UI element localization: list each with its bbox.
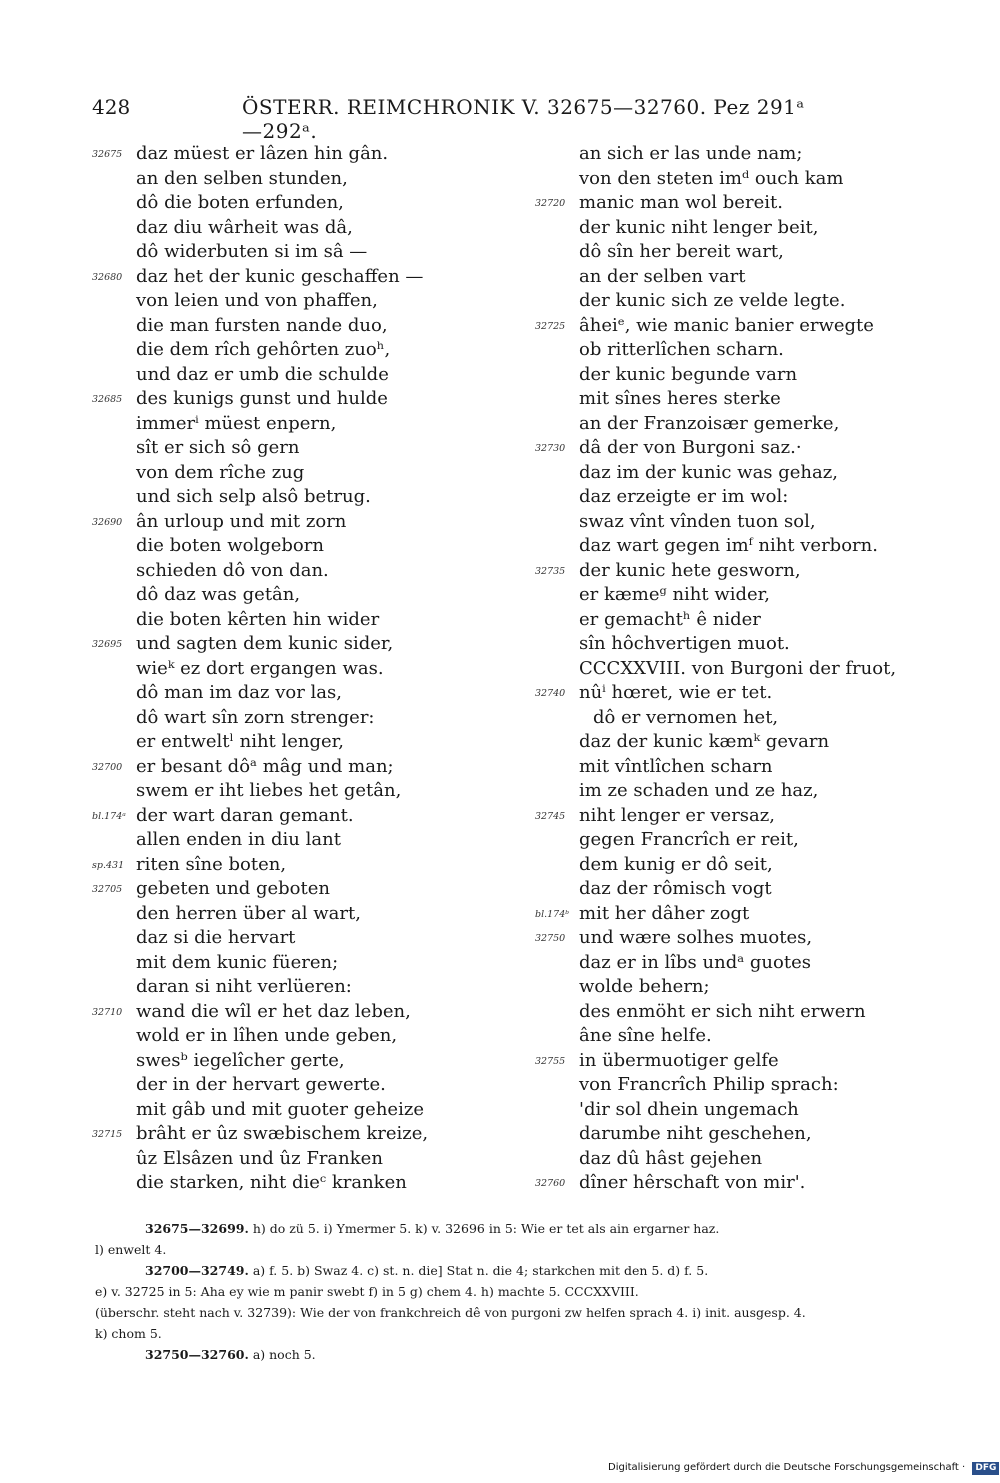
verse-line (535, 461, 955, 486)
verse-text: von Francrîch Philip sprach: (579, 1074, 839, 1095)
verse-line (92, 804, 512, 829)
verse-text: wolde behern; (579, 976, 710, 997)
verse-line (535, 142, 955, 167)
footnote-block (95, 1218, 960, 1260)
verse-line (92, 240, 512, 265)
verse-text: CCCXXVIII. von Burgoni der fruot, (579, 657, 897, 679)
verse-line (535, 951, 955, 976)
verse-text: von den steten imᵈ ouch kam (579, 167, 844, 189)
verse-text: die boten kêrten hin wider (136, 608, 380, 630)
verse-line (535, 583, 955, 608)
verse-line (92, 951, 512, 976)
verse-text: daz het der kunic geschaffen — (136, 265, 424, 287)
verse-line (92, 167, 512, 192)
footnote-range: 32750—32760. (145, 1347, 249, 1362)
verse-line (92, 387, 512, 412)
verse-line (535, 314, 955, 339)
verse-line (92, 1098, 512, 1123)
verse-line (535, 706, 955, 731)
verse-text: daz wart gegen imᶠ niht verborn. (579, 535, 878, 556)
verse-line (535, 975, 955, 1000)
verse-text: daz der kunic kæmᵏ gevarn (579, 731, 830, 752)
verse-line (92, 1000, 512, 1025)
verse-line (535, 1049, 955, 1074)
verse-text: des enmöht er sich niht erwern (579, 1000, 866, 1022)
footnotes (95, 1218, 960, 1365)
line-number: 32725 (535, 320, 566, 332)
verse-line (535, 804, 955, 829)
page-number: 428 (92, 95, 131, 119)
footnote-block (95, 1344, 960, 1365)
verse-text: wieᵏ ez dort ergangen was. (136, 657, 384, 679)
verse-line (92, 1122, 512, 1147)
verse-text: mit dem kunic füeren; (136, 951, 339, 973)
verse-line (535, 828, 955, 853)
verse-line (535, 167, 955, 192)
verse-line (535, 1147, 955, 1172)
verse-text: immerⁱ müest enpern, (136, 412, 337, 434)
verse-text: der kunic sich ze velde legte. (579, 290, 846, 311)
verse-text: er kæmeᵍ niht wider, (579, 584, 771, 605)
verse-line (535, 338, 955, 363)
verse-line (92, 975, 512, 1000)
verse-text: 'dir sol dhein ungemach (579, 1098, 799, 1120)
footnote-line (95, 1218, 960, 1239)
verse-text: die starken, niht dieᶜ kranken (136, 1172, 407, 1193)
verse-line (535, 387, 955, 412)
line-number: 32710 (92, 1006, 123, 1018)
verse-line (535, 1073, 955, 1098)
verse-line (535, 436, 955, 461)
credit-text: Digitalisierung gefördert durch die Deutsche Forschungsgemeinschaft · (608, 1462, 966, 1473)
verse-text: âheiᵉ, wie manic banier erwegte (579, 314, 874, 336)
line-number: 32695 (92, 639, 123, 650)
verse-text: an sich er las unde nam; (579, 143, 803, 164)
verse-line (535, 559, 955, 584)
footnote-line (95, 1239, 960, 1260)
verse-line (92, 510, 512, 535)
line-number: 32760 (535, 1178, 566, 1189)
footnote-text: (überschr. steht nach v. 32739): Wie der von frankchreich dê von purgoni zw helfen sprach 4. i) init. ausgesp. 4. (95, 1305, 806, 1320)
verse-line (92, 1171, 512, 1196)
verse-text: an der Franzoisær gemerke, (579, 412, 840, 434)
verse-text: manic man wol bereit. (579, 192, 783, 213)
verse-text: daz diu wârheit was dâ, (136, 216, 353, 238)
verse-text: in übermuotiger gelfe (579, 1049, 779, 1071)
verse-text: mit vîntlîchen scharn (579, 755, 773, 777)
verse-line (92, 681, 512, 706)
verse-text: den herren über al wart, (136, 902, 361, 924)
footnote-text: a) f. 5. b) Swaz 4. c) st. n. die] Stat n. die 4; starkchen mit den 5. d) f. 5. (252, 1263, 709, 1278)
verse-text: mit gâb und mit guoter geheize (136, 1098, 424, 1120)
verse-text: schieden dô von dan. (136, 559, 329, 581)
footnote-text: e) v. 32725 in 5: Aha ey wie m panir swebt f) in 5 g) chem 4. h) machte 5. CCCXXVIII. (95, 1284, 639, 1299)
verse-line (92, 314, 512, 339)
verse-text: dô er vernomen het, (593, 706, 779, 728)
verse-line (92, 142, 512, 167)
verse-text: an den selben stunden, (136, 167, 348, 189)
verse-text: daran si niht verlüeren: (136, 976, 352, 997)
verse-text: dô man im daz vor las, (136, 682, 342, 703)
footnote-text: l) enwelt 4. (95, 1242, 167, 1257)
verse-line (535, 657, 955, 682)
verse-line (92, 926, 512, 951)
verse-text: und daz er umb die schulde (136, 363, 389, 385)
footnote-block (95, 1260, 960, 1344)
verse-line (535, 485, 955, 510)
verse-text: dô wart sîn zorn strenger: (136, 706, 375, 728)
footnote-text: a) noch 5. (252, 1347, 316, 1362)
verse-text: von dem rîche zug (136, 461, 305, 483)
verse-text: des kunigs gunst und hulde (136, 388, 388, 409)
footnote-line (95, 1323, 960, 1344)
verse-text: der in der hervart gewerte. (136, 1074, 386, 1095)
verse-line (92, 877, 512, 902)
verse-text: riten sîne boten, (136, 853, 287, 875)
line-number: 32740 (535, 688, 566, 699)
verse-text: er entweltˡ niht lenger, (136, 731, 345, 752)
line-number: 32745 (535, 810, 566, 822)
verse-line (535, 632, 955, 657)
line-number: bl.174ᵇ (535, 908, 570, 920)
verse-line (535, 1171, 955, 1196)
left-verse-column (92, 142, 512, 1196)
verse-line (92, 730, 512, 755)
verse-text: daz er in lîbs undᵃ guotes (579, 951, 811, 973)
line-number: 32735 (535, 565, 566, 577)
verse-line (92, 706, 512, 731)
verse-line (535, 216, 955, 241)
verse-text: sît er sich sô gern (136, 437, 300, 458)
verse-text: daz si die hervart (136, 927, 296, 948)
verse-text: die boten wolgeborn (136, 535, 324, 556)
line-number: 32680 (92, 271, 123, 283)
verse-text: die dem rîch gehôrten zuoʰ, (136, 339, 391, 360)
footnote-line (95, 1260, 960, 1281)
verse-line (535, 926, 955, 951)
line-number: 32705 (92, 884, 123, 895)
verse-line (535, 779, 955, 804)
verse-line (535, 1122, 955, 1147)
verse-text: allen enden in diu lant (136, 829, 341, 850)
verse-text: er gemachtʰ ê nider (579, 608, 761, 630)
footnote-line (95, 1344, 960, 1365)
verse-line (535, 510, 955, 535)
verse-text: dâ der von Burgoni saz.· (579, 437, 802, 458)
verse-line (92, 363, 512, 388)
verse-line (92, 828, 512, 853)
verse-line (92, 216, 512, 241)
verse-line (535, 265, 955, 290)
verse-text: wold er in lîhen unde geben, (136, 1025, 398, 1046)
verse-text: die man fursten nande duo, (136, 314, 388, 336)
verse-text: er besant dôᵃ mâg und man; (136, 755, 394, 777)
verse-text: ob ritterlîchen scharn. (579, 339, 784, 360)
verse-line (92, 1049, 512, 1074)
verse-text: swesᵇ iegelîcher gerte, (136, 1049, 345, 1071)
verse-line (92, 461, 512, 486)
verse-line (92, 657, 512, 682)
verse-text: ân urloup und mit zorn (136, 510, 347, 532)
verse-line (92, 1147, 512, 1172)
verse-line (535, 853, 955, 878)
verse-text: swaz vînt vînden tuon sol, (579, 510, 816, 532)
line-number: 32700 (92, 761, 123, 773)
verse-text: daz erzeigte er im wol: (579, 486, 789, 507)
verse-text: mit her dâher zogt (579, 902, 750, 924)
verse-text: dîner hêrschaft von mir'. (579, 1172, 806, 1193)
verse-line (535, 240, 955, 265)
verse-text: der kunic begunde varn (579, 363, 798, 385)
verse-line (92, 338, 512, 363)
verse-text: daz im der kunic was gehaz, (579, 461, 838, 483)
digitization-credit (608, 1462, 999, 1478)
verse-line (535, 681, 955, 706)
line-number: 32730 (535, 443, 566, 454)
verse-text: von leien und von phaffen, (136, 290, 378, 311)
verse-line (92, 485, 512, 510)
verse-line (92, 608, 512, 633)
verse-line (535, 730, 955, 755)
verse-line (92, 265, 512, 290)
verse-text: brâht er ûz swæbischem kreize, (136, 1123, 429, 1144)
line-number: sp.431 (92, 859, 125, 871)
verse-line (92, 632, 512, 657)
verse-line (535, 608, 955, 633)
verse-line (92, 755, 512, 780)
line-number: 32685 (92, 394, 123, 405)
verse-line (92, 289, 512, 314)
verse-text: dô daz was getân, (136, 584, 301, 605)
verse-line (92, 583, 512, 608)
verse-text: dô die boten erfunden, (136, 192, 344, 213)
verse-text: swem er iht liebes het getân, (136, 780, 402, 801)
footnote-text: h) do zü 5. i) Ymermer 5. k) v. 32696 in 5: Wie er tet als ain ergarner haz. (252, 1221, 720, 1236)
line-number: bl.174ᵃ (92, 810, 126, 822)
running-title: ÖSTERR. REIMCHRONIK V. 32675—32760. Pez 291ᵃ—292ᵃ. (242, 95, 805, 143)
verse-text: der kunic niht lenger beit, (579, 216, 819, 238)
verse-line (92, 534, 512, 559)
verse-line (535, 412, 955, 437)
verse-line (92, 1073, 512, 1098)
verse-text: und sich selp alsô betrug. (136, 486, 371, 507)
verse-text: sîn hôchvertigen muot. (579, 633, 790, 654)
verse-line (92, 902, 512, 927)
verse-text: im ze schaden und ze haz, (579, 780, 819, 801)
footnote-range: 32675—32699. (145, 1221, 249, 1236)
verse-line (92, 412, 512, 437)
footnote-line (95, 1302, 960, 1323)
line-number: 32755 (535, 1055, 566, 1067)
line-number: 32715 (92, 1129, 123, 1140)
verse-line (92, 1024, 512, 1049)
page-header (92, 95, 812, 143)
verse-line (92, 853, 512, 878)
verse-line (92, 191, 512, 216)
verse-line (535, 363, 955, 388)
verse-text: der kunic hete gesworn, (579, 559, 801, 581)
verse-line (535, 191, 955, 216)
right-verse-column (535, 142, 955, 1196)
verse-text: gegen Francrîch er reit, (579, 829, 799, 850)
verse-text: und wære solhes muotes, (579, 927, 813, 948)
verse-text: daz dû hâst gejehen (579, 1147, 763, 1169)
line-number: 32720 (535, 198, 566, 209)
verse-line (535, 534, 955, 559)
verse-text: daz müest er lâzen hin gân. (136, 143, 389, 164)
verse-text: ûz Elsâzen und ûz Franken (136, 1147, 383, 1169)
verse-text: mit sînes heres sterke (579, 388, 781, 409)
verse-text: niht lenger er versaz, (579, 804, 775, 826)
verse-text: gebeten und geboten (136, 878, 330, 899)
verse-line (535, 755, 955, 780)
verse-line (92, 779, 512, 804)
verse-text: an der selben vart (579, 265, 746, 287)
verse-text: dô widerbuten si im sâ — (136, 241, 368, 262)
dfg-logo: DFG (972, 1462, 999, 1475)
line-number: 32690 (92, 516, 123, 528)
verse-text: darumbe niht geschehen, (579, 1123, 812, 1144)
verse-line (535, 877, 955, 902)
verse-line (92, 559, 512, 584)
verse-line (535, 1098, 955, 1123)
footnote-range: 32700—32749. (145, 1263, 249, 1278)
verse-text: nûⁱ hœret, wie er tet. (579, 682, 773, 703)
footnote-line (95, 1281, 960, 1302)
verse-text: dô sîn her bereit wart, (579, 241, 784, 262)
verse-line (535, 902, 955, 927)
verse-text: âne sîne helfe. (579, 1025, 712, 1046)
verse-line (92, 436, 512, 461)
line-number: 32675 (92, 149, 123, 160)
verse-text: dem kunig er dô seit, (579, 853, 773, 875)
footnote-text: k) chom 5. (95, 1326, 162, 1341)
verse-line (535, 1000, 955, 1025)
verse-text: wand die wîl er het daz leben, (136, 1000, 411, 1022)
verse-text: daz der rômisch vogt (579, 878, 772, 899)
verse-line (535, 289, 955, 314)
verse-text: der wart daran gemant. (136, 804, 354, 826)
verse-line (535, 1024, 955, 1049)
line-number: 32750 (535, 933, 566, 944)
verse-text: und sagten dem kunic sider, (136, 633, 394, 654)
